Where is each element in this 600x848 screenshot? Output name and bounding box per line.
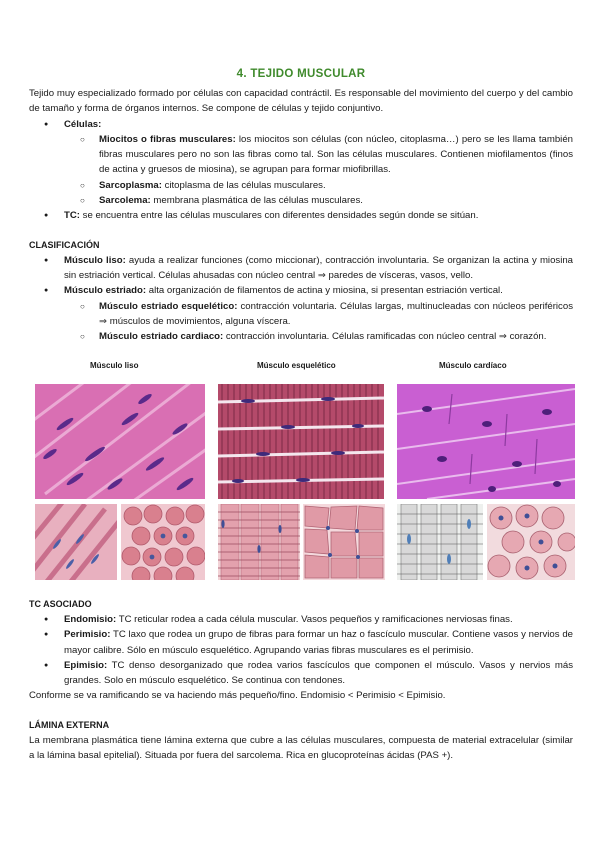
heading-lamina-externa: LÁMINA EXTERNA xyxy=(29,719,110,730)
histology-figure xyxy=(35,358,575,580)
definition: contracción involuntaria. Células ramificadas con núcleo central ⇒ corazón. xyxy=(223,331,547,343)
definition: TC denso desorganizado que rodea varios fascículos que componen el músculo. Vasos y nervios más grandes. Solo en músculo esquelético. Se continua con tendones. xyxy=(64,659,573,687)
term: Miocitos o fibras musculares: xyxy=(99,133,236,145)
heading-tc-asociado: TC ASOCIADO xyxy=(29,599,92,609)
term: Endomisio: xyxy=(64,614,117,625)
caption-liso: Músculo liso xyxy=(90,361,139,370)
list-item xyxy=(29,283,573,344)
term-celulas: Células: xyxy=(64,118,102,130)
list-item xyxy=(29,329,573,344)
estriado-sublist xyxy=(64,299,573,345)
term: Músculo estriado: xyxy=(64,285,147,297)
closing-paragraph: Conforme se va ramificando se va haciendo más pequeño/fino. Endomisio < Perimisio < Epimisio. xyxy=(29,690,446,702)
definition: se encuentra entre las células musculares con diferentes densidades según donde se sitúan. xyxy=(79,210,479,222)
lower-section xyxy=(29,597,573,763)
definition: alta organización de filamentos de actina y miosina, si presentan estriación vertical. xyxy=(146,285,503,297)
list-item xyxy=(29,178,573,193)
definition: ayuda a realizar funciones (como miccionar), contracción involuntaria. Se organizan la actina y miosina sin estriación vertical. Células ahusadas con núcleo central ⇒ paredes de vísceras, vasos, vello. xyxy=(64,254,573,281)
smooth-cross-section-diagram xyxy=(121,504,205,580)
definition: contracción voluntaria. Células largas, multinucleadas con núcleos periféricos ⇒ músculos de movimientos, alguna víscera. xyxy=(99,300,573,327)
term: TC: xyxy=(64,210,80,222)
list-item xyxy=(29,658,573,689)
skeletal-muscle-micrograph xyxy=(218,384,384,499)
definition: membrana plasmática de las células musculares. xyxy=(150,195,363,207)
intro-paragraph: Tejido muy especializado formado por células con capacidad contráctil. Es responsable del movimiento del cuerpo y del cambio de tamaño y forma de órganos internos. Se compone de células y tejido conjuntivo. xyxy=(29,88,573,115)
caption-esqueletico: Músculo esquelético xyxy=(257,361,336,370)
smooth-muscle-micrograph xyxy=(35,384,205,499)
skeletal-longitudinal-diagram xyxy=(218,504,300,580)
definition: los miocitos son células (con núcleo, citoplasma…) pero se les llama también fibras musculares pero no son las fibras como tal. Son las células musculares. Contienen miofilamentos (finos de actina y gruesos de miosina), se agrupan para formar miofibrillas. xyxy=(99,133,573,176)
tc-asociado-list xyxy=(29,612,573,688)
lamina-paragraph: La membrana plasmática tiene lámina externa que cubre a las células musculares, compuesta de material extracelular (similar a la lámina basal epitelial). Situada por fuera del sarcolema. Rica en glucoproteínas ácidas (PAS +). xyxy=(29,734,573,762)
list-item xyxy=(29,117,573,209)
term: Músculo liso: xyxy=(64,254,126,266)
definition: TC laxo que rodea un grupo de fibras para formar un haz o fascículo muscular. Contiene vasos y nervios de mayor calibre. Sólo en músculo esquelético. Agrupando varias fibras musculares es el perimisio. xyxy=(64,629,573,656)
definition: TC reticular rodea a cada célula muscular. Vasos pequeños y ramificaciones nerviosas finas. xyxy=(116,614,513,625)
list-item xyxy=(29,132,573,178)
skeletal-cross-section-diagram xyxy=(303,504,385,580)
list-item xyxy=(29,299,573,330)
classification-list xyxy=(29,253,573,345)
caption-cardiaco: Músculo cardíaco xyxy=(439,361,507,370)
list-item xyxy=(29,208,573,223)
cardiac-muscle-micrograph xyxy=(397,384,575,499)
cardiac-longitudinal-diagram xyxy=(397,504,483,580)
components-list xyxy=(29,117,573,224)
definition: citoplasma de las células musculares. xyxy=(161,179,326,191)
document-page xyxy=(29,66,573,344)
term: Sarcoplasma: xyxy=(99,179,162,191)
term: Perimisio: xyxy=(64,629,111,641)
cardiac-cross-section-diagram xyxy=(487,504,575,580)
term: Músculo estriado esquelético: xyxy=(99,300,238,312)
celulas-sublist xyxy=(64,132,573,208)
list-item xyxy=(29,627,573,658)
term: Sarcolema: xyxy=(99,195,151,207)
term: Epimisio: xyxy=(64,659,108,671)
heading-clasificacion: CLASIFICACIÓN xyxy=(29,239,100,250)
smooth-longitudinal-diagram xyxy=(35,504,117,580)
term: Músculo estriado cardiaco: xyxy=(99,331,224,343)
page-title: 4. TEJIDO MUSCULAR xyxy=(236,68,366,80)
list-item xyxy=(29,612,573,627)
list-item xyxy=(29,253,573,284)
list-item xyxy=(29,193,573,208)
